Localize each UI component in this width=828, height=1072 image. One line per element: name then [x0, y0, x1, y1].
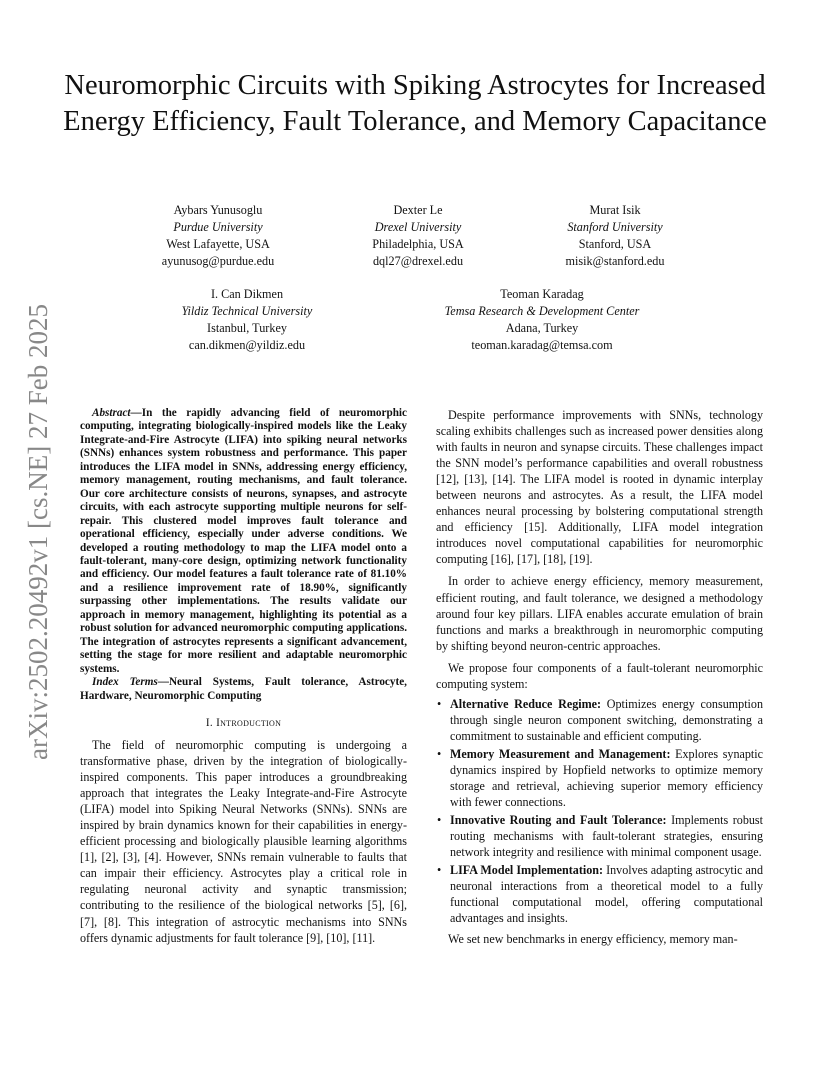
section-heading — [80, 715, 407, 731]
author-email: teoman.karadag@temsa.com — [471, 338, 613, 352]
arxiv-identifier: arXiv:2502.20492v1 [cs.NE] 27 Feb 2025 — [23, 304, 53, 760]
author-affiliation: Yildiz Technical University — [181, 304, 313, 318]
paper-title: Neuromorphic Circuits with Spiking Astrocytes for Increased Energy Efficiency, Fault Tolerance, and Memory Capacitance — [63, 70, 767, 137]
author-location: Stanford, USA — [578, 237, 652, 251]
author-block — [412, 286, 672, 354]
list-item-head: Memory Measurement and Management: — [450, 746, 671, 761]
author-block — [535, 202, 695, 270]
author-affiliation: Stanford University — [567, 220, 663, 234]
bullet-glyph: • — [437, 746, 442, 761]
author-affiliation: Purdue University — [173, 220, 263, 234]
author-name: I. Can Dikmen — [210, 287, 284, 301]
author-location: West Lafayette, USA — [166, 237, 270, 251]
author-email: dql27@drexel.edu — [372, 254, 464, 268]
bullet-glyph: • — [437, 813, 442, 828]
left-column — [80, 407, 407, 946]
author-block — [138, 202, 298, 270]
author-name: Aybars Yunusoglu — [173, 203, 263, 217]
list-item-head: Alternative Reduce Regime: — [450, 696, 602, 711]
author-name: Dexter Le — [393, 203, 443, 217]
list-item-text: Involves adapting astrocytic and neuronal interactions from a theoretical model to a fully functional computational model, offering computational advantages and insights. — [450, 863, 763, 926]
author-location: Philadelphia, USA — [372, 237, 464, 251]
author-email: misik@stanford.edu — [565, 254, 665, 268]
author-affiliation: Temsa Research & Development Center — [444, 304, 640, 318]
section-title: Introduction — [216, 716, 282, 729]
index-terms — [80, 676, 407, 703]
abstract-label: Abstract — [92, 407, 131, 419]
right-column — [436, 407, 763, 948]
components-list — [436, 696, 763, 927]
bullet-glyph: • — [437, 696, 442, 711]
body-paragraph: We propose four components of a fault-tolerant neuromorphic computing system: — [436, 660, 763, 691]
list-item — [437, 812, 763, 860]
author-email: ayunusog@purdue.edu — [161, 254, 275, 268]
list-item-text: Implements robust routing mechanisms with fault-tolerant strategies, ensuring network integrity and resilience with minimal component usage. — [450, 813, 763, 860]
index-terms-label: Index Terms — [92, 676, 158, 689]
abstract-text: —In the rapidly advancing field of neuromorphic computing, integrating biologically-inspired models like the Leaky Integrate-and-Fire Astrocyte (LIFA) into spiking neural networks (SNNs) enhances system robustness and performance. This paper introduces the LIFA model in SNNs, addressing energy efficiency, memory management, routing mechanisms, and fault tolerance. Our core architecture consists of neurons, synapses, and astrocyte circuits, with each astrocyte supporting multiple neurons for self-repair. This clustered model improves fault tolerance and operational efficiency, especially under adverse conditions. We developed a routing methodology to map the LIFA model onto a fault-tolerant, many-core design, optimizing network functionality and efficiency. Our model features a fault tolerance rate of 81.10% and a resilience improvement rate of 18.90%, significantly surpassing other implementations. The results validate our approach in memory management, highlighting its potential as a robust solution for advanced neuromorphic computing applications. The integration of astrocytes represents a significant advancement, setting the stage for more resilient and adaptable neuromorphic systems. — [80, 407, 407, 675]
intro-paragraph: The field of neuromorphic computing is undergoing a transformative phase, driven by the integration of biologically-inspired components. This paper introduces a groundbreaking approach that integrates the Leaky Integrate-and-Fire Astrocyte (LIFA) model into Spiking Neural Networks (SNNs). SNNs are inspired by brain dynamics known for their capabilities in energy-efficient processing and biologically plausible learning algorithms [1], [2], [3], [4]. However, SNNs remain vulnerable to faults that can impair their efficiency. Astrocytes play a critical role in regulating neuronal activity and synaptic transmission; contributing to the resilience of the biological networks [5], [6], [7], [8]. This integration of astrocytic mechanisms into SNNs offers dynamic adjustments for fault tolerance [9], [10], [11]. — [80, 738, 407, 945]
author-location: Adana, Turkey — [505, 321, 579, 335]
list-item-head: Innovative Routing and Fault Tolerance: — [450, 813, 667, 828]
author-name: Murat Isik — [589, 203, 641, 217]
list-item — [437, 746, 764, 810]
author-affiliation: Drexel University — [374, 220, 462, 234]
section-number: I. — [205, 716, 217, 729]
author-block — [162, 286, 332, 354]
author-location: Istanbul, Turkey — [207, 321, 287, 335]
author-name: Teoman Karadag — [500, 287, 584, 301]
body-paragraph: In order to achieve energy efficiency, memory measurement, efficient routing, and fault tolerance, we designed a methodology around four key pillars. LIFA enables accurate emulation of brain functions and marks a breakthrough in neuromorphic computing by shifting beyond neuron-centric approaches. — [436, 574, 763, 653]
abstract — [80, 407, 407, 676]
list-item-text: Explores synaptic dynamics inspired by Hopfield networks to optimize memory storage and retrieval, achieving superior memory efficiency with fewer connections. — [450, 746, 764, 810]
list-item — [437, 696, 764, 744]
list-item-text: Optimizes energy consumption through single neuron component switching, demonstrating a commitment to sustainable and efficient computing. — [450, 696, 764, 743]
author-block — [338, 202, 498, 270]
list-item — [437, 862, 763, 926]
bullet-glyph: • — [437, 863, 442, 878]
body-paragraph: We set new benchmarks in energy efficiency, memory man- — [448, 932, 738, 947]
author-email: can.dikmen@yildiz.edu — [188, 338, 306, 352]
list-item-head: LIFA Model Implementation: — [450, 863, 604, 878]
body-paragraph: Despite performance improvements with SNNs, technology scaling exhibits challenges such as increased power densities along with faults in neuron and synapse circuits. These challenges impact the SNN model’s performance capabilities and overall robustness [12], [13], [14]. The LIFA model is rooted in dynamic interplay between neurons and astrocytes. As a result, the LIFA model enhances neural processing by bolstering computational strength and efficiency [15]. Additionally, LIFA model integration introduces novel computational capabilities for neuromorphic computing [16], [17], [18], [19]. — [436, 408, 763, 567]
index-terms-text: —Neural Systems, Fault tolerance, Astrocyte, Hardware, Neuromorphic Computing — [80, 676, 407, 702]
